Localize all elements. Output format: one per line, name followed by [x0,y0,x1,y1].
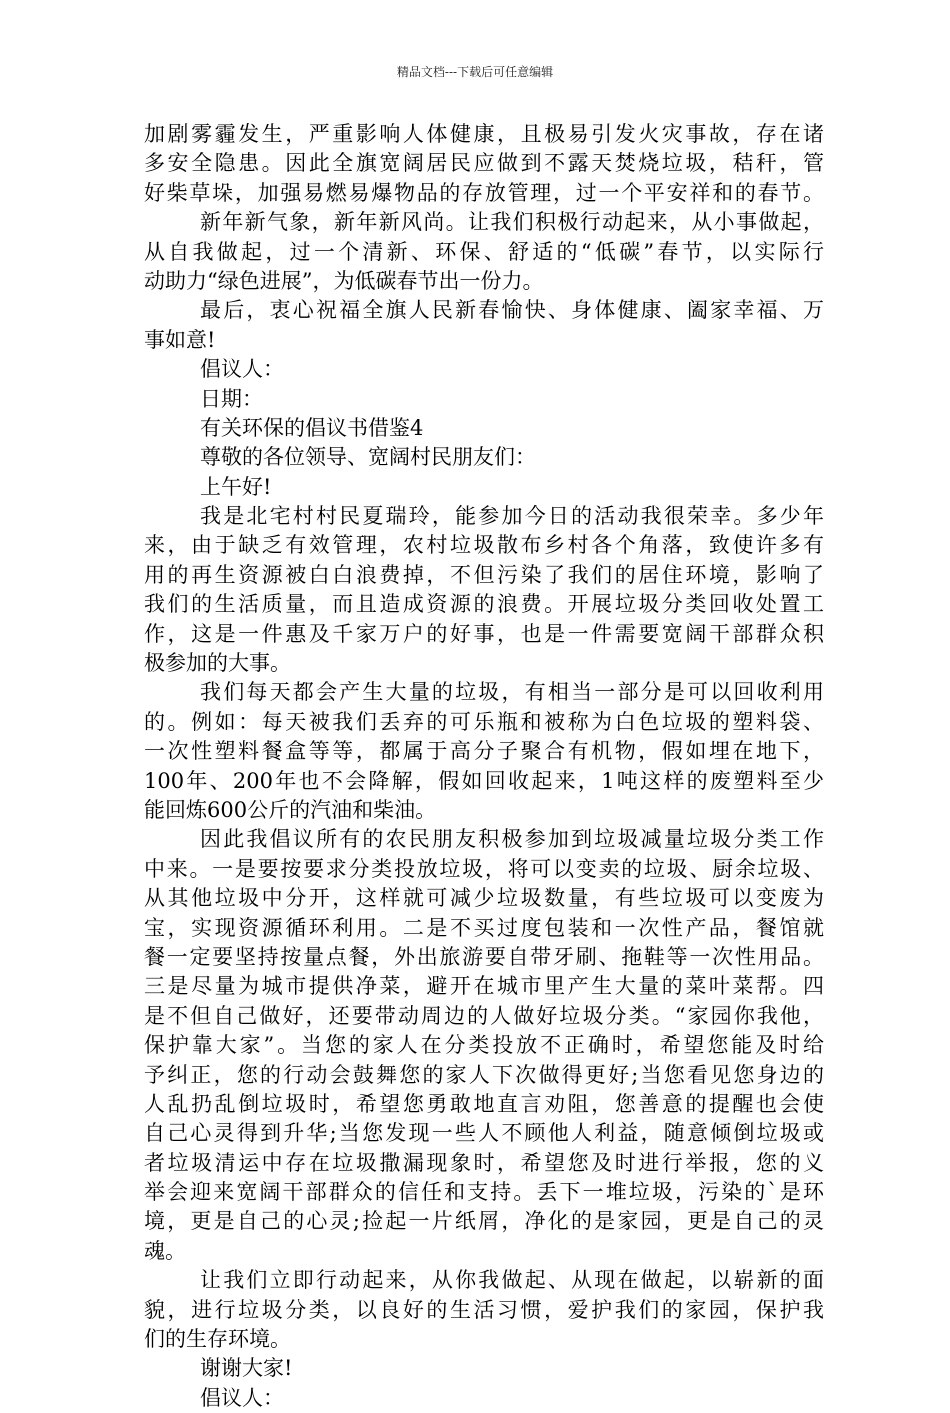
text-line: 魂。 [144,1238,186,1263]
text-line: 者垃圾清运中存在垃圾撒漏现象时，希望您及时进行举报，您的义 [144,1150,824,1175]
text-line: 100年、200年也不会降解，假如回收起来，1吨这样的废塑料至少 [144,768,824,793]
text-line: 让我们立即行动起来，从你我做起、从现在做起，以崭新的面 [200,1268,824,1293]
text-line: 作，这是一件惠及千家万户的好事，也是一件需要宽阔干部群众积 [144,621,824,646]
text-line: 餐一定要坚持按量点餐，外出旅游要自带牙刷、拖鞋等一次性用品。 [144,944,824,969]
text-line: 我们的生活质量，而且造成资源的浪费。开展垃圾分类回收处置工 [144,592,824,617]
text-line: 好柴草垛，加强易燃易爆物品的存放管理，过一个平安祥和的春节。 [144,180,824,205]
text-line: 宝，实现资源循环利用。二是不买过度包装和一次性产品，餐馆就 [144,915,824,940]
text-line: 我是北宅村村民夏瑞玲，能参加今日的活动我很荣幸。多少年 [200,504,824,529]
text-line: 倡议人： [200,1385,284,1410]
text-line: 来，由于缺乏有效管理，农村垃圾散布乡村各个角落，致使许多有 [144,533,824,558]
text-line: 新年新气象，新年新风尚。让我们积极行动起来，从小事做起， [200,210,824,235]
text-line: 动助力“绿色进展”，为低碳春节出一份力。 [144,268,544,293]
text-line: 举会迎来宽阔干部群众的信任和支持。丢下一堆垃圾，污染的`是环 [144,1180,824,1205]
text-line: 中来。一是要按要求分类投放垃圾，将可以变卖的垃圾、厨余垃圾、 [144,856,824,881]
text-line: 自己心灵得到升华;当您发现一些人不顾他人利益，随意倾倒垃圾或 [144,1121,824,1146]
page-header: 精品文档---下载后可任意编辑 [396,65,554,79]
text-line: 尊敬的各位领导、宽阔村民朋友们： [200,445,536,470]
text-line: 最后，衷心祝福全旗人民新春愉快、身体健康、阖家幸福、万 [200,298,824,323]
text-line: 倡议人： [200,357,284,382]
text-line: 一次性塑料餐盒等等，都属于高分子聚合有机物，假如埋在地下， [144,739,824,764]
text-line: 予纠正，您的行动会鼓舞您的家人下次做得更好;当您看见您身边的 [144,1062,824,1087]
text-line: 貌，进行垃圾分类，以良好的生活习惯，爱护我们的家园，保护我 [144,1297,824,1322]
text-line: 们的生存环境。 [144,1327,291,1352]
text-line: 日期： [200,386,263,411]
text-line: 谢谢大家! [200,1356,293,1381]
text-line: 能回炼600公斤的汽油和柴油。 [144,797,437,822]
text-line: 极参加的大事。 [144,651,291,676]
text-line: 从自我做起，过一个清新、环保、舒适的“低碳”春节，以实际行 [144,239,824,264]
text-line: 事如意! [144,327,216,352]
text-line: 上午好! [200,474,272,499]
text-line: 从其他垃圾中分开，这样就可减少垃圾数量，有些垃圾可以变废为 [144,886,824,911]
document-body [144,120,824,1413]
text-line: 的。例如：每天被我们丢弃的可乐瓶和被称为白色垃圾的塑料袋、 [144,709,824,734]
text-line: 多安全隐患。因此全旗宽阔居民应做到不露天焚烧垃圾，秸秆，管 [144,151,824,176]
text-line: 是不但自己做好，还要带动周边的人做好垃圾分类。“家园你我他， [144,1003,824,1028]
text-line: 我们每天都会产生大量的垃圾，有相当一部分是可以回收利用 [200,680,824,705]
text-line: 人乱扔乱倒垃圾时，希望您勇敢地直言劝阻，您善意的提醒也会使 [144,1091,824,1116]
text-line: 用的再生资源被白白浪费掉，不但污染了我们的居住环境，影响了 [144,562,824,587]
text-line: 因此我倡议所有的农民朋友积极参加到垃圾减量垃圾分类工作 [200,827,824,852]
text-line: 加剧雾霾发生，严重影响人体健康，且极易引发火灾事故，存在诸 [144,122,824,146]
text-line: 有关环保的倡议书借鉴4 [200,415,424,440]
text-line: 三是尽量为城市提供净菜，避开在城市里产生大量的菜叶菜帮。四 [144,974,824,999]
text-line: 境，更是自己的心灵;捡起一片纸屑，净化的是家园，更是自己的灵 [144,1209,824,1234]
text-line: 保护靠大家”。当您的家人在分类投放不正确时，希望您能及时给 [144,1033,824,1058]
